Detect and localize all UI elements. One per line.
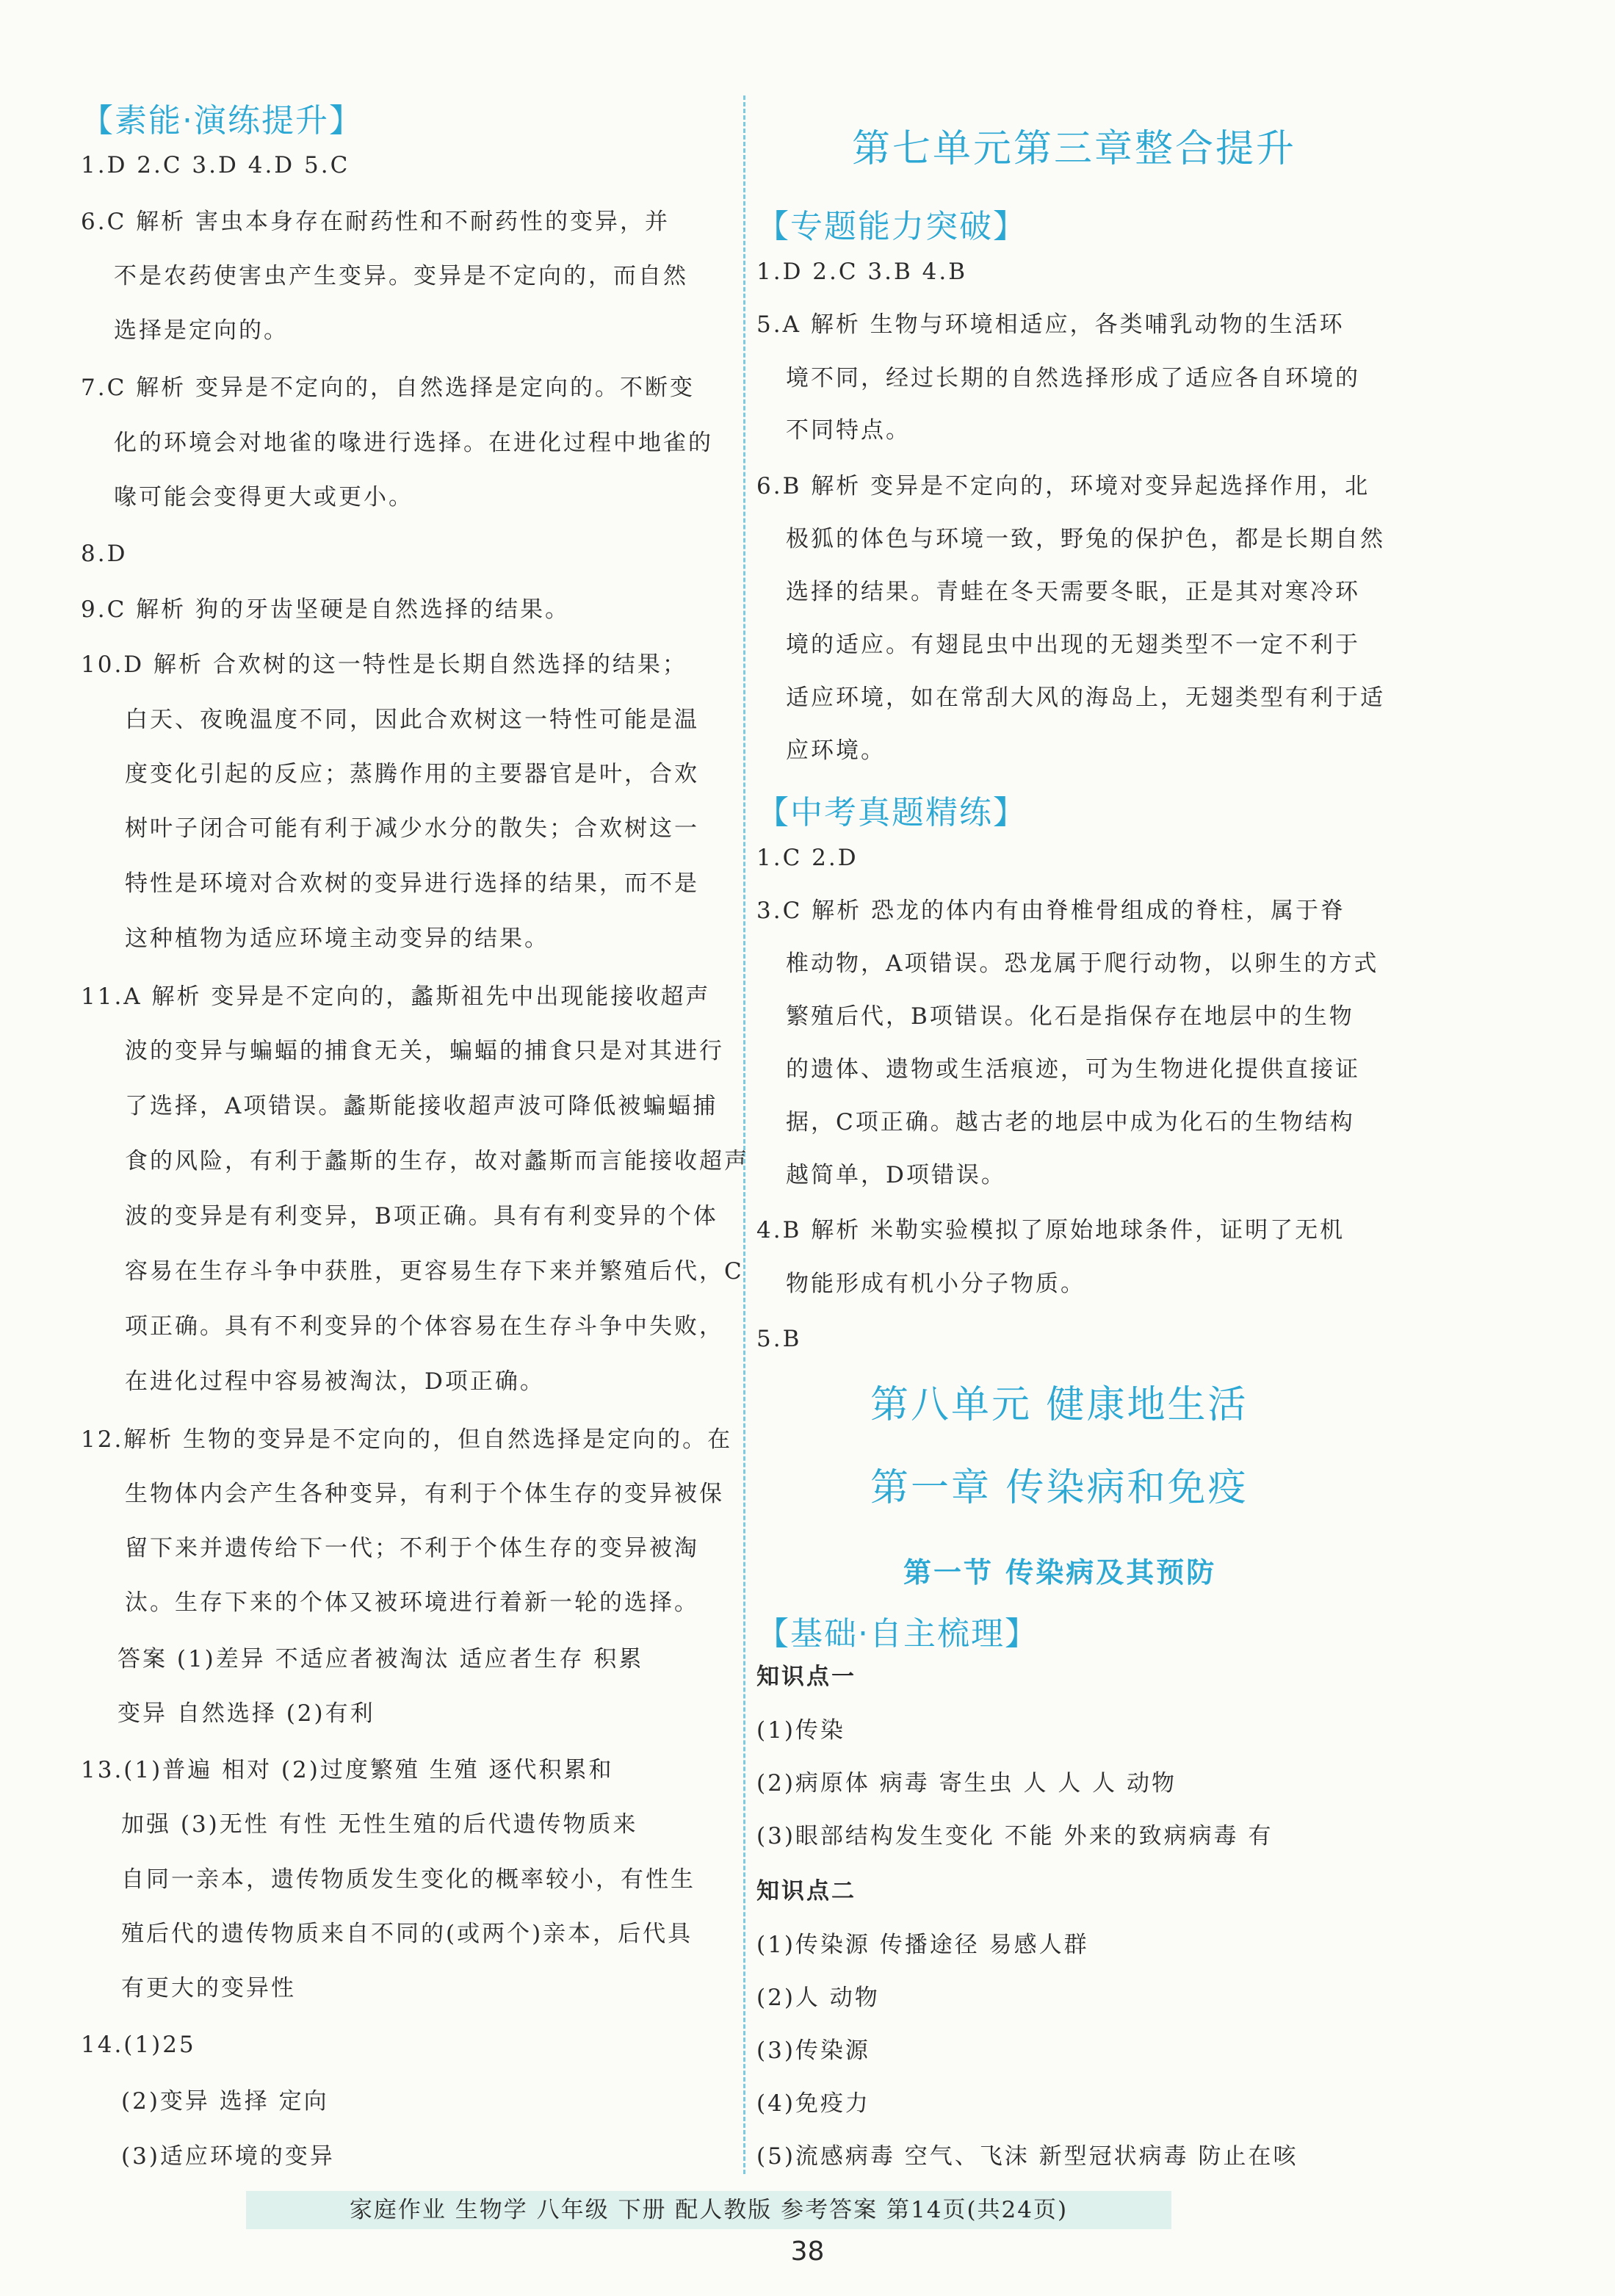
answer-line: 13.(1)普遍 相对 (2)过度繁殖 生殖 逐代积累和 [81,1757,614,1783]
answer-line: 化的环境会对地雀的喙进行选择。在进化过程中地雀的 [114,430,713,456]
answer-line: (1)传染源 传播途径 易感人群 [756,1932,1089,1958]
answer-line: 殖后代的遗传物质来自不同的(或两个)亲本，后代具 [121,1921,693,1947]
answer-line: 喙可能会变得更大或更小。 [114,484,413,510]
answer-line: (5)流感病毒 空气、飞沫 新型冠状病毒 防止在咳 [756,2143,1298,2170]
answer-line: 境的适应。有翅昆虫中出现的无翅类型不一定不利于 [786,632,1360,658]
unit-title: 第八单元 健康地生活 [870,1383,1249,1427]
answer-line: 据，C项正确。越古老的地层中成为化石的生物结构 [786,1109,1355,1136]
answer-line: 生物体内会产生各种变异，有利于个体生存的变异被保 [125,1481,724,1507]
answer-line: 不同特点。 [786,417,911,444]
answer-line: 1.C 2.D [756,845,859,871]
answer-line: 在进化过程中容易被淘汰，D项正确。 [125,1368,545,1395]
answer-line: 不是农药使害虫产生变异。变异是不定向的，而自然 [114,263,688,289]
section-heading-practice: 【素能·演练提升】 [81,102,363,140]
section-heading-exam: 【中考真题精练】 [756,794,1027,831]
answer-line: 4.B 解析 米勒实验模拟了原始地球条件，证明了无机 [756,1217,1345,1243]
answer-line: 食的风险，有利于蠡斯的生存，故对蠡斯而言能接收超声 [125,1148,749,1174]
answer-line: 波的变异与蝙蝠的捕食无关，蝙蝠的捕食只是对其进行 [125,1038,724,1064]
answer-line: (3)眼部结构发生变化 不能 外来的致病病毒 有 [756,1823,1273,1849]
answer-line: 应环境。 [786,737,886,764]
answer-line: 极狐的体色与环境一致，野兔的保护色，都是长期自然 [786,526,1385,552]
page-number: 38 [790,2237,825,2267]
answer-line: (3)适应环境的变异 [121,2143,335,2170]
answer-line: 答案 (1)差异 不适应者被淘汰 适应者生存 积累 [118,1646,644,1672]
answer-line: (2)人 动物 [756,1985,880,2011]
answer-line: 1.D 2.C 3.B 4.B [756,259,968,285]
answer-line: 5.A 解析 生物与环境相适应，各类哺乳动物的生活环 [756,311,1345,338]
answer-line: 选择是定向的。 [114,317,289,344]
answer-line: 1.D 2.C 3.D 4.D 5.C [81,152,350,178]
answer-line: 波的变异是有利变异，B项正确。具有有利变异的个体 [125,1203,718,1230]
answer-line: 项正确。具有不利变异的个体容易在生存斗争中失败， [125,1313,724,1340]
answer-line: 境不同，经过长期的自然选择形成了适应各自环境的 [786,365,1360,391]
answer-line: 7.C 解析 变异是不定向的，自然选择是定向的。不断变 [81,375,696,401]
answer-line: 有更大的变异性 [121,1975,296,2001]
answer-line: (3)传染源 [756,2037,870,2064]
section-heading-basics: 【基础·自主梳理】 [756,1615,1038,1653]
knowledge-point-2: 知识点二 [756,1878,856,1905]
answer-line: 汰。生存下来的个体又被环境进行着新一轮的选择。 [125,1589,699,1616]
answer-line: 6.B 解析 变异是不定向的，环境对变异起选择作用，北 [756,473,1370,499]
column-divider [743,95,745,2174]
answer-line: 的遗体、遗物或生活痕迹，可为生物进化提供直接证 [786,1056,1360,1083]
answer-line: 繁殖后代，B项错误。化石是指保存在地层中的生物 [786,1003,1354,1030]
answer-line: (1)传染 [756,1717,845,1744]
answer-line: (2)病原体 病毒 寄生虫 人 人 人 动物 [756,1770,1177,1797]
answer-line: 物能形成有机小分子物质。 [786,1271,1085,1297]
section-heading-breakthrough: 【专题能力突破】 [756,208,1027,245]
answer-line: 选择的结果。青蛙在冬天需要冬眠，正是其对寒冷环 [786,579,1360,605]
answer-line: 5.B [756,1326,802,1352]
answer-line: 9.C 解析 狗的牙齿坚硬是自然选择的结果。 [81,596,571,623]
answer-line: 6.C 解析 害虫本身存在耐药性和不耐药性的变异，并 [81,209,671,235]
answer-line: 度变化引起的反应；蒸腾作用的主要器官是叶，合欢 [125,761,699,787]
knowledge-point-1: 知识点一 [756,1664,856,1690]
answer-line: 留下来并遗传给下一代；不利于个体生存的变异被淘 [125,1535,699,1562]
chapter-title: 第一章 传染病和免疫 [870,1466,1249,1510]
answer-line: 适应环境，如在常刮大风的海岛上，无翅类型有利于适 [786,685,1385,711]
answer-line: 3.C 解析 恐龙的体内有由脊椎骨组成的脊柱，属于脊 [756,898,1346,924]
answer-line: 变异 自然选择 (2)有利 [118,1700,375,1727]
answer-line: 椎动物，A项错误。恐龙属于爬行动物，以卵生的方式 [786,950,1379,977]
answer-line: (2)变异 选择 定向 [121,2088,329,2115]
answer-line: 特性是环境对合欢树的变异进行选择的结果，而不是 [125,870,699,897]
answer-line: 14.(1)25 [81,2032,196,2058]
answer-line: 了选择，A项错误。蠡斯能接收超声波可降低被蝙蝠捕 [125,1093,718,1119]
answer-line: 这种植物为适应环境主动变异的结果。 [125,925,549,952]
answer-line: 树叶子闭合可能有利于减少水分的散失；合欢树这一 [125,815,699,842]
unit-chapter-title: 第七单元第三章整合提升 [852,127,1297,171]
page-footer: 家庭作业 生物学 八年级 下册 配人教版 参考答案 第14页(共24页) [246,2191,1171,2229]
answer-line: 越简单，D项错误。 [786,1162,1006,1188]
answer-line: 8.D [81,541,128,567]
answer-line: 加强 (3)无性 有性 无性生殖的后代遗传物质来 [121,1811,638,1838]
answer-line: 容易在生存斗争中获胜，更容易生存下来并繁殖后代，C [125,1258,744,1285]
answer-line: 12.解析 生物的变异是不定向的，但自然选择是定向的。在 [81,1426,733,1453]
section-title: 第一节 传染病及其预防 [903,1556,1217,1589]
answer-line: 自同一亲本，遗传物质发生变化的概率较小，有性生 [121,1866,696,1893]
answer-line: 白天、夜晚温度不同，因此合欢树这一特性可能是温 [125,707,699,733]
answer-line: 11.A 解析 变异是不定向的，蠡斯祖先中出现能接收超声 [81,983,711,1010]
answer-line: (4)免疫力 [756,2090,870,2117]
answer-line: 10.D 解析 合欢树的这一特性是长期自然选择的结果； [81,651,687,678]
